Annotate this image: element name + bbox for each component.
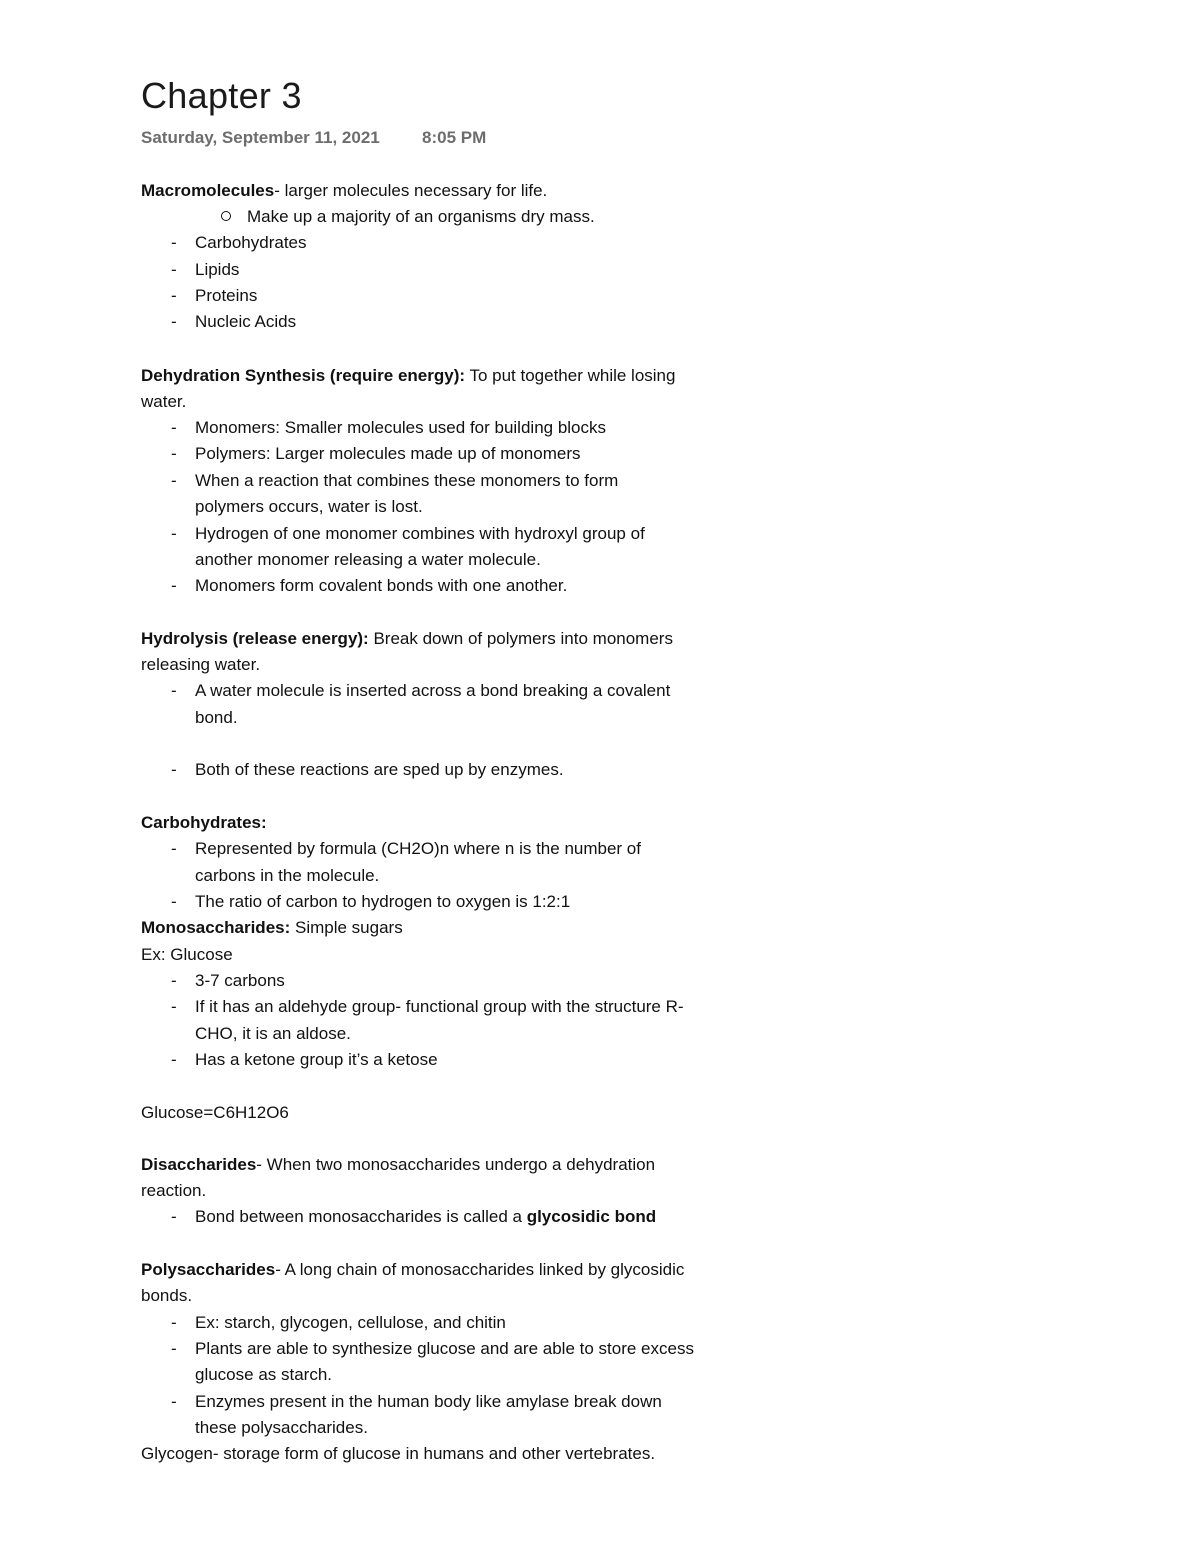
hydrolysis-definition: Hydrolysis (release energy): Break down of polymers into monomers xyxy=(141,629,673,648)
list-item: - Hydrogen of one monomer combines with hydroxyl group of xyxy=(195,521,645,547)
polysaccharides-definition-cont: bonds. xyxy=(141,1286,193,1305)
glycogen-definition: Glycogen- storage form of glucose in humans and other vertebrates. xyxy=(141,1444,656,1463)
monosaccharides-term: Monosaccharides: xyxy=(141,918,291,937)
macromolecules-sub-bullet: Make up a majority of an organisms dry mass. xyxy=(247,204,595,230)
glycosidic-bond-term: glycosidic bond xyxy=(526,1207,657,1226)
dehydration-definition-cont: water. xyxy=(141,392,187,411)
page-date: Saturday, September 11, 2021 xyxy=(141,128,380,147)
disaccharides-definition: Disaccharides- When two monosaccharides undergo a dehydration xyxy=(141,1155,656,1174)
hydrolysis-definition-cont: releasing water. xyxy=(141,655,261,674)
list-item: - 3-7 carbons xyxy=(195,968,285,994)
list-item: - A water molecule is inserted across a bond breaking a covalent xyxy=(195,678,670,704)
monosaccharides-example: Ex: Glucose xyxy=(141,945,233,964)
macromolecules-definition: Macromolecules- larger molecules necessary for life. xyxy=(141,181,548,200)
hydrolysis-term: Hydrolysis (release energy): xyxy=(141,629,369,648)
list-item: - Bond between monosaccharides is called a glycosidic bond xyxy=(195,1204,656,1230)
list-item: - Ex: starch, glycogen, cellulose, and chitin xyxy=(195,1310,506,1336)
list-item: - Proteins xyxy=(195,283,257,309)
macromolecules-term: Macromolecules xyxy=(141,181,275,200)
list-item-cont: carbons in the molecule. xyxy=(195,866,380,885)
list-item: - Monomers form covalent bonds with one another. xyxy=(195,573,567,599)
list-item: - Polymers: Larger molecules made up of monomers xyxy=(195,441,581,467)
list-item: - Enzymes present in the human body like amylase break down xyxy=(195,1389,662,1415)
polysaccharides-definition: Polysaccharides- A long chain of monosaccharides linked by glycosidic xyxy=(141,1260,685,1279)
list-item-cont: these polysaccharides. xyxy=(195,1418,368,1437)
glucose-formula: Glucose=C6H12O6 xyxy=(141,1103,289,1122)
list-item: - Lipids xyxy=(195,257,239,283)
list-item: - Plants are able to synthesize glucose and are able to store excess xyxy=(195,1336,694,1362)
list-item: - When a reaction that combines these monomers to form xyxy=(195,468,618,494)
list-item: - Carbohydrates xyxy=(195,230,307,256)
circle-bullet-icon xyxy=(221,211,231,221)
list-item: - Both of these reactions are sped up by enzymes. xyxy=(195,757,564,783)
dehydration-definition: Dehydration Synthesis (require energy): To put together while losing xyxy=(141,366,676,385)
list-item: - Monomers: Smaller molecules used for building blocks xyxy=(195,415,606,441)
disaccharides-definition-cont: reaction. xyxy=(141,1181,207,1200)
list-item-cont: bond. xyxy=(195,708,238,727)
dehydration-term: Dehydration Synthesis (require energy): xyxy=(141,366,466,385)
list-item: - Has a ketone group it’s a ketose xyxy=(195,1047,438,1073)
monosaccharides-definition: Monosaccharides: Simple sugars xyxy=(141,918,403,937)
list-item: - Nucleic Acids xyxy=(195,309,296,335)
list-item: - The ratio of carbon to hydrogen to oxygen is 1:2:1 xyxy=(195,889,570,915)
page-time: 8:05 PM xyxy=(422,128,487,147)
list-item-cont: glucose as starch. xyxy=(195,1365,333,1384)
list-item-cont: another monomer releasing a water molecule. xyxy=(195,550,541,569)
disaccharides-term: Disaccharides xyxy=(141,1155,257,1174)
list-item: - Represented by formula (CH2O)n where n is the number of xyxy=(195,836,641,862)
page-title: Chapter 3 xyxy=(141,75,302,116)
list-item: - If it has an aldehyde group- functional group with the structure R- xyxy=(195,994,684,1020)
list-item-cont: CHO, it is an aldose. xyxy=(195,1024,351,1043)
polysaccharides-term: Polysaccharides xyxy=(141,1260,276,1279)
carbohydrates-heading: Carbohydrates: xyxy=(141,813,267,832)
list-item-cont: polymers occurs, water is lost. xyxy=(195,497,423,516)
